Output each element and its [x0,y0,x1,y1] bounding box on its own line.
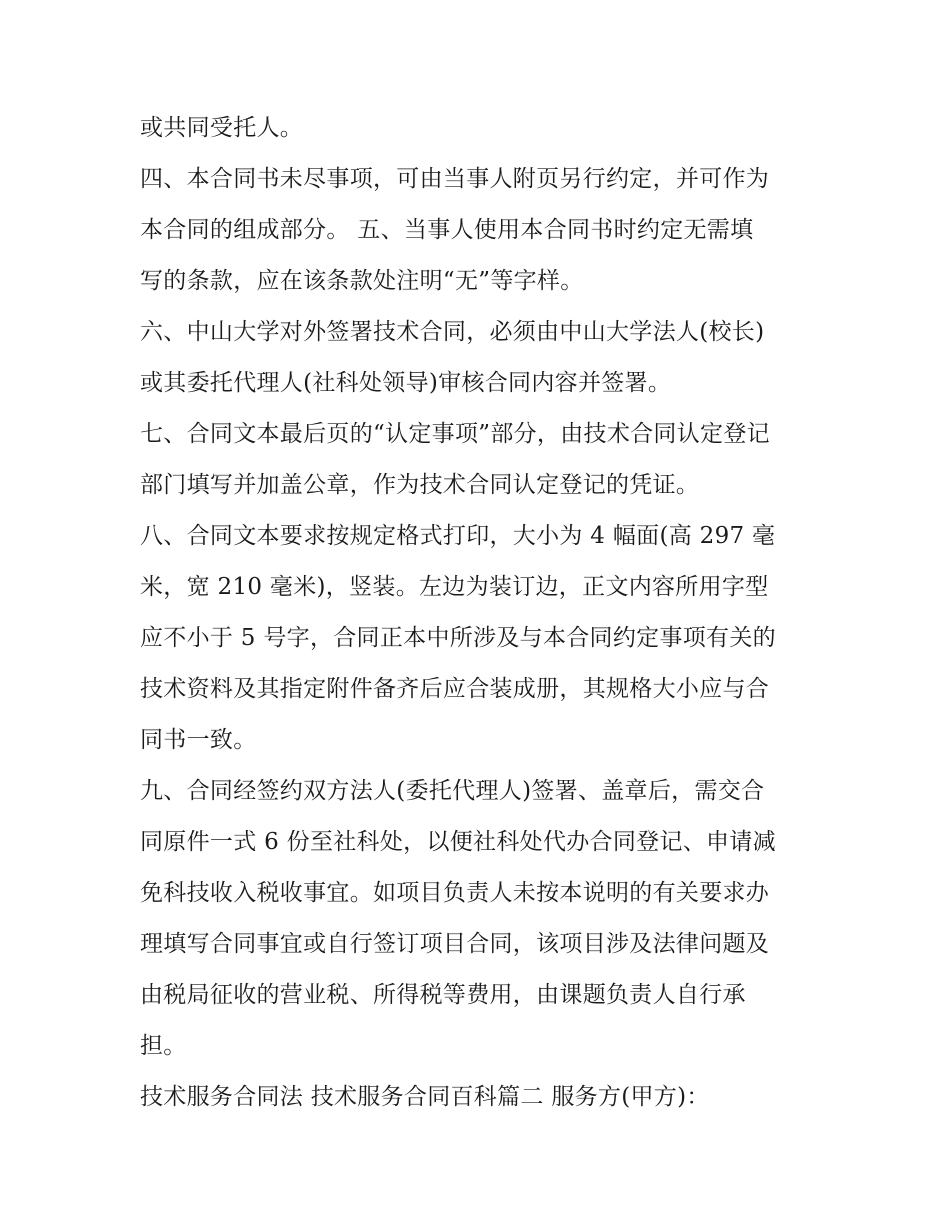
text-line-10: 米，宽 210 毫米)，竖装。左边为装订边，正文内容所用字型 [140,574,769,600]
text-line-13: 同书一致。 [140,727,257,753]
text-line-3: 本合同的组成部分。 五、当事人使用本合同书时约定无需填 [140,217,754,243]
text-line-16: 免科技收入税收事宜。如项目负责人未按本说明的有关要求办 [140,880,770,906]
text-line-8: 部门填写并加盖公章，作为技术合同认定登记的凭证。 [140,472,700,498]
text-line-5: 六、中山大学对外签署技术合同，必须由中山大学法人(校长) [140,319,765,345]
text-line-20: 技术服务合同法 技术服务合同百科篇二 服务方(甲方)： [140,1084,710,1110]
text-line-17: 理填写合同事宜或自行签订项目合同，该项目涉及法律问题及 [140,931,770,957]
text-line-7: 七、合同文本最后页的“认定事项”部分，由技术合同认定登记 [140,421,770,447]
text-line-1: 或共同受托人。 [140,115,304,141]
text-line-4: 写的条款，应在该条款处注明“无”等字样。 [140,268,584,294]
text-line-18: 由税局征收的营业税、所得税等费用，由课题负责人自行承 [140,982,746,1008]
text-line-6: 或其委托代理人(社科处领导)审核合同内容并签署。 [140,370,672,396]
text-line-15: 同原件一式 6 份至社科处，以便社科处代办合同登记、申请减 [140,829,776,855]
text-line-12: 技术资料及其指定附件备齐后应合装成册，其规格大小应与合 [140,676,770,702]
text-line-14: 九、合同经签约双方法人(委托代理人)签署、盖章后，需交合 [140,778,765,804]
text-line-9: 八、合同文本要求按规定格式打印，大小为 4 幅面(高 297 毫 [140,523,776,549]
text-line-2: 四、本合同书未尽事项，可由当事人附页另行约定，并可作为 [140,166,770,192]
text-line-19: 担。 [140,1033,187,1059]
text-line-11: 应不小于 5 号字，合同正本中所涉及与本合同约定事项有关的 [140,625,776,651]
